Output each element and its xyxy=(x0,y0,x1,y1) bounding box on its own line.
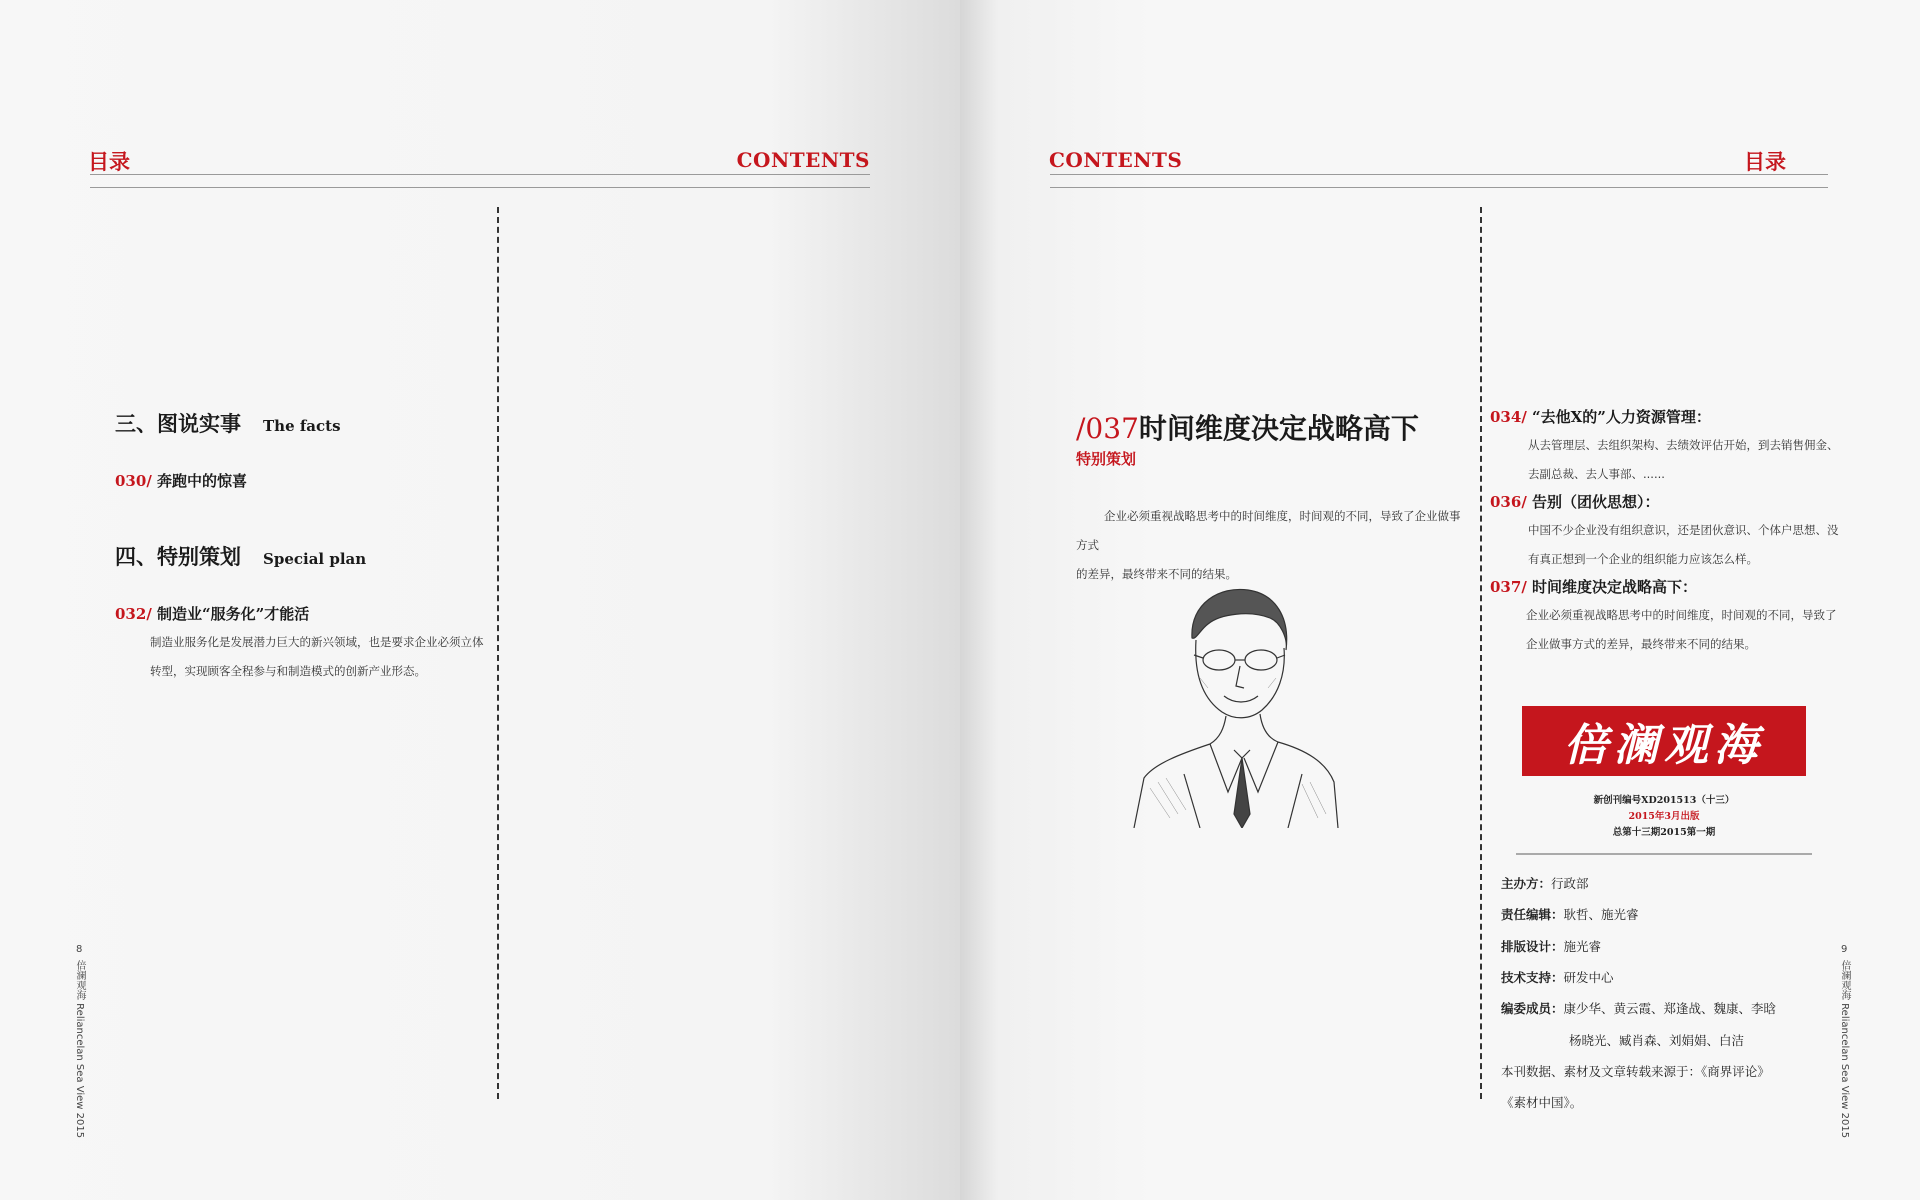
toc-item xyxy=(115,603,309,624)
section-title-cn: 三、图说实事 xyxy=(115,411,241,436)
header-rule xyxy=(90,174,870,175)
toc-item-desc xyxy=(1528,516,1858,574)
header-en-left: CONTENTS xyxy=(736,148,870,172)
header-rule xyxy=(1050,174,1828,175)
desc-line: 转型，实现顾客全程参与和制造模式的创新产业形态。 xyxy=(150,664,426,678)
toc-item-slash: / xyxy=(146,472,152,490)
credit-value: 行政部 xyxy=(1551,876,1589,891)
desc-line: 有真正想到一个企业的组织能力应该怎么样。 xyxy=(1528,552,1758,566)
credit-row xyxy=(1501,999,1776,1017)
toc-item-title: “去他X的”人力资源管理： xyxy=(1532,408,1711,426)
desc-line: 企业必须重视战略思考中的时间维度，时间观的不同，导致了 xyxy=(1526,608,1837,622)
feature-title xyxy=(1076,407,1419,447)
toc-item-title: 时间维度决定战略高下： xyxy=(1532,578,1698,596)
feature-title-text: 时间维度决定战略高下 xyxy=(1138,412,1419,445)
desc-line: 制造业服务化是发展潜力巨大的新兴领域，也是要求企业必须立体 xyxy=(150,635,484,649)
toc-item-title: 奔跑中的惊喜 xyxy=(157,472,248,490)
masthead-logo xyxy=(1522,706,1806,776)
toc-item xyxy=(115,470,247,491)
section-title xyxy=(115,408,341,438)
toc-item xyxy=(1490,491,1660,512)
desc-line: 去副总裁、去人事部、...... xyxy=(1528,467,1665,481)
credit-key: 技术支持： xyxy=(1501,970,1564,985)
column-divider xyxy=(1480,207,1482,1099)
credit-key: 编委成员： xyxy=(1501,1001,1564,1016)
side-caption: 倍澜观海 Reliancelan Sea View 2015 xyxy=(74,960,85,1139)
side-caption: 倍澜观海 Reliancelan Sea View 2015 xyxy=(1839,960,1850,1139)
toc-item-slash: / xyxy=(1521,578,1527,596)
desc-line: 从去管理层、去组织架构、去绩效评估开始，到去销售佣金、 xyxy=(1528,438,1839,452)
desc-line: 的差异，最终带来不同的结果。 xyxy=(1076,567,1237,581)
feature-desc xyxy=(1076,502,1466,589)
header-cn-left: 目录 xyxy=(88,149,130,174)
issue-total: 总第十三期2015第一期 xyxy=(1612,827,1716,838)
section-title-en: The facts xyxy=(263,417,341,435)
feature-subtitle: 特别策划 xyxy=(1076,450,1137,468)
page-number: 8 xyxy=(76,944,83,955)
toc-item-number: 036 xyxy=(1490,493,1522,511)
credit-value: 施光睿 xyxy=(1563,939,1602,954)
masthead-rule xyxy=(1516,853,1812,855)
header-cn-right: 目录 xyxy=(1744,149,1786,174)
credit-row xyxy=(1501,874,1589,892)
toc-item-desc xyxy=(1528,431,1858,489)
issue-number: 新创刊编号XD201513（十三） xyxy=(1593,795,1735,806)
credit-row xyxy=(1501,937,1601,955)
toc-item-slash: / xyxy=(1521,408,1527,426)
column-divider xyxy=(497,207,499,1099)
toc-item-slash: / xyxy=(1521,493,1527,511)
right-page xyxy=(960,0,1920,1200)
credit-row-continued: 杨晓光、臧肖森、刘娟娟、白洁 xyxy=(1569,1033,1745,1048)
credit-value: 耿哲、施光睿 xyxy=(1563,907,1639,922)
credit-row xyxy=(1501,905,1639,923)
toc-item-desc xyxy=(1526,601,1856,659)
toc-item-number: 032 xyxy=(115,605,147,623)
section-title-en: Special plan xyxy=(263,550,367,568)
toc-item-slash: / xyxy=(146,605,152,623)
source-note: 本刊数据、素材及文章转载来源于：《商界评论》 xyxy=(1501,1064,1770,1079)
header-en-right: CONTENTS xyxy=(1049,148,1183,172)
masthead-logo-text: 倍澜观海 xyxy=(1564,720,1764,771)
section-title-cn: 四、特别策划 xyxy=(115,544,241,569)
source-note: 《素材中国》。 xyxy=(1501,1095,1583,1110)
page-number: 9 xyxy=(1841,944,1848,955)
toc-item-number: 030 xyxy=(115,472,147,490)
toc-item-title: 告别（团伙思想）： xyxy=(1532,493,1660,511)
credit-value: 康少华、黄云霞、郑逢战、魏康、李晗 xyxy=(1563,1001,1777,1016)
toc-item xyxy=(1490,406,1711,427)
issue-date: 2015年3月出版 xyxy=(1628,811,1700,822)
credit-key: 责任编辑： xyxy=(1501,907,1564,922)
credit-key: 主办方： xyxy=(1501,876,1552,891)
toc-item-number: 034 xyxy=(1490,408,1522,426)
header-rule xyxy=(90,187,870,188)
toc-item-title: 制造业“服务化”才能活 xyxy=(157,605,310,623)
toc-item xyxy=(1490,576,1697,597)
toc-item-desc xyxy=(150,628,490,686)
credit-row xyxy=(1501,968,1614,986)
desc-line: 企业必须重视战略思考中的时间维度，时间观的不同，导致了企业做事方式 xyxy=(1076,509,1461,552)
feature-number: /037 xyxy=(1076,412,1139,445)
desc-line: 中国不少企业没有组织意识，还是团伙意识、个体户思想、没 xyxy=(1528,523,1839,537)
header-rule xyxy=(1050,187,1828,188)
section-title xyxy=(115,541,366,571)
desc-line: 企业做事方式的差异，最终带来不同的结果。 xyxy=(1526,637,1756,651)
portrait-sketch xyxy=(1130,578,1340,828)
credit-key: 排版设计： xyxy=(1501,939,1564,954)
credit-value: 研发中心 xyxy=(1563,970,1614,985)
toc-item-number: 037 xyxy=(1490,578,1522,596)
